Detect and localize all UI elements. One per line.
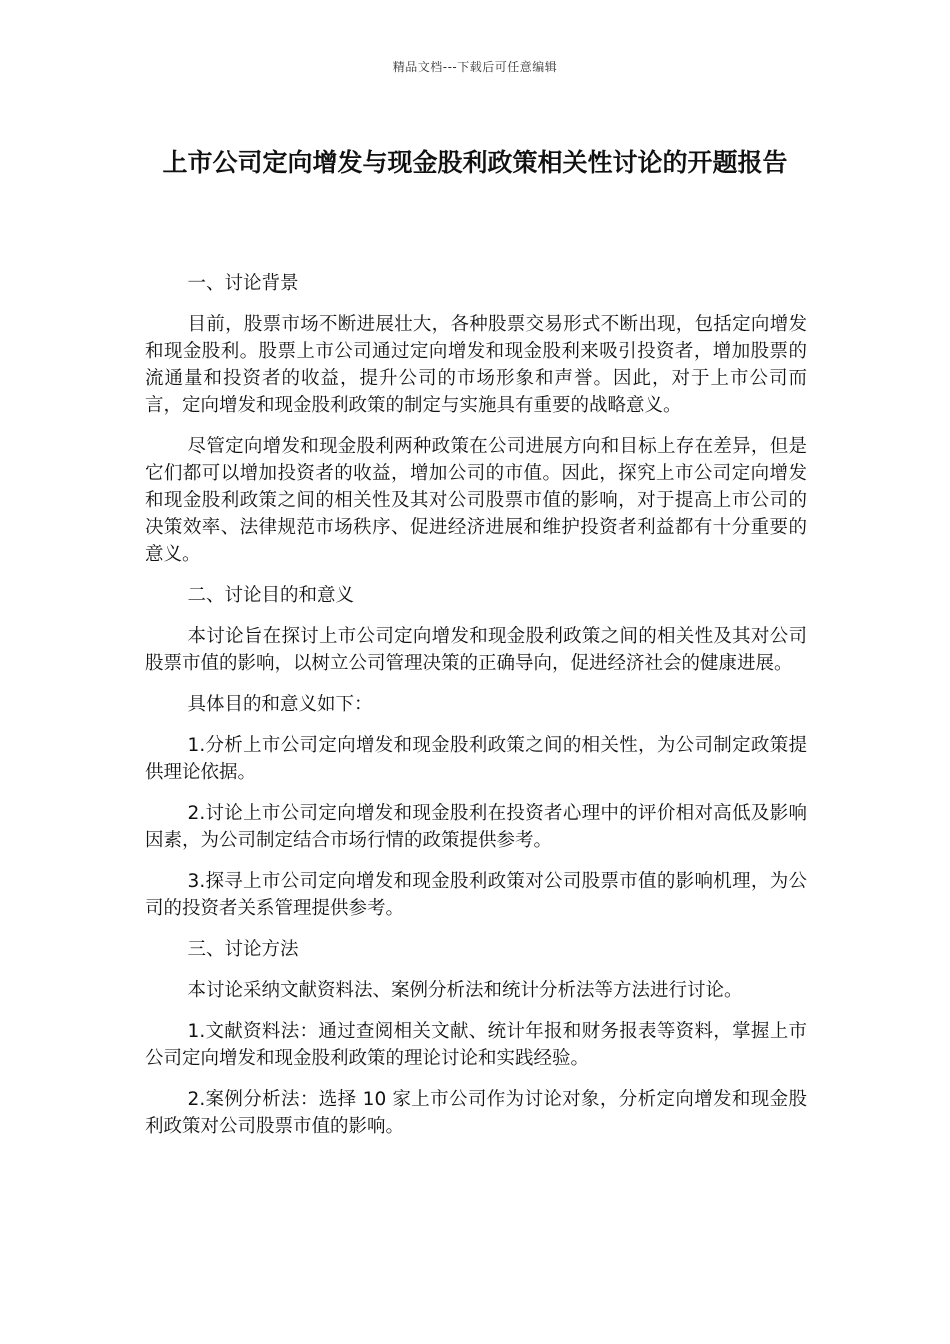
document-body bbox=[145, 270, 807, 1154]
section-heading-background: 一、讨论背景 bbox=[187, 273, 299, 294]
paragraph-purpose-intro: 具体目的和意义如下： bbox=[187, 694, 373, 715]
list-item-method-1: 1.文献资料法：通过查阅相关文献、统计年报和财务报表等资料，掌握上市公司定向增发和现金股利政策的理论讨论和实践经验。 bbox=[145, 1021, 807, 1069]
section-heading-purpose: 二、讨论目的和意义 bbox=[187, 585, 355, 606]
list-item-purpose-1: 1.分析上市公司定向增发和现金股利政策之间的相关性，为公司制定政策提供理论依据。 bbox=[145, 735, 807, 783]
list-item-method-2: 2.案例分析法：选择 10 家上市公司作为讨论对象，分析定向增发和现金股利政策对公司股票市值的影响。 bbox=[145, 1089, 807, 1137]
paragraph-background-1: 目前，股票市场不断进展壮大，各种股票交易形式不断出现，包括定向增发和现金股利。股票上市公司通过定向增发和现金股利来吸引投资者，增加股票的流通量和投资者的收益，提升公司的市场形象和声誉。因此，对于上市公司而言，定向增发和现金股利政策的制定与实施具有重要的战略意义。 bbox=[145, 314, 807, 416]
document-title: 上市公司定向增发与现金股利政策相关性讨论的开题报告 bbox=[162, 148, 788, 177]
paragraph-method-intro: 本讨论采纳文献资料法、案例分析法和统计分析法等方法进行讨论。 bbox=[187, 980, 743, 1001]
paragraph-background-2: 尽管定向增发和现金股利两种政策在公司进展方向和目标上存在差异，但是它们都可以增加投资者的收益，增加公司的市值。因此，探究上市公司定向增发和现金股利政策之间的相关性及其对公司股票市值的影响，对于提高上市公司的决策效率、法律规范市场秩序、促进经济进展和维护投资者利益都有十分重要的意义。 bbox=[145, 436, 807, 565]
section-heading-method: 三、讨论方法 bbox=[187, 939, 299, 960]
page-header: 精品文档---下载后可任意编辑 bbox=[392, 60, 558, 74]
paragraph-purpose-1: 本讨论旨在探讨上市公司定向增发和现金股利政策之间的相关性及其对公司股票市值的影响，以树立公司管理决策的正确导向，促进经济社会的健康进展。 bbox=[145, 626, 807, 674]
list-item-purpose-3: 3.探寻上市公司定向增发和现金股利政策对公司股票市值的影响机理，为公司的投资者关系管理提供参考。 bbox=[145, 871, 807, 919]
list-item-purpose-2: 2.讨论上市公司定向增发和现金股利在投资者心理中的评价相对高低及影响因素，为公司制定结合市场行情的政策提供参考。 bbox=[145, 803, 807, 851]
